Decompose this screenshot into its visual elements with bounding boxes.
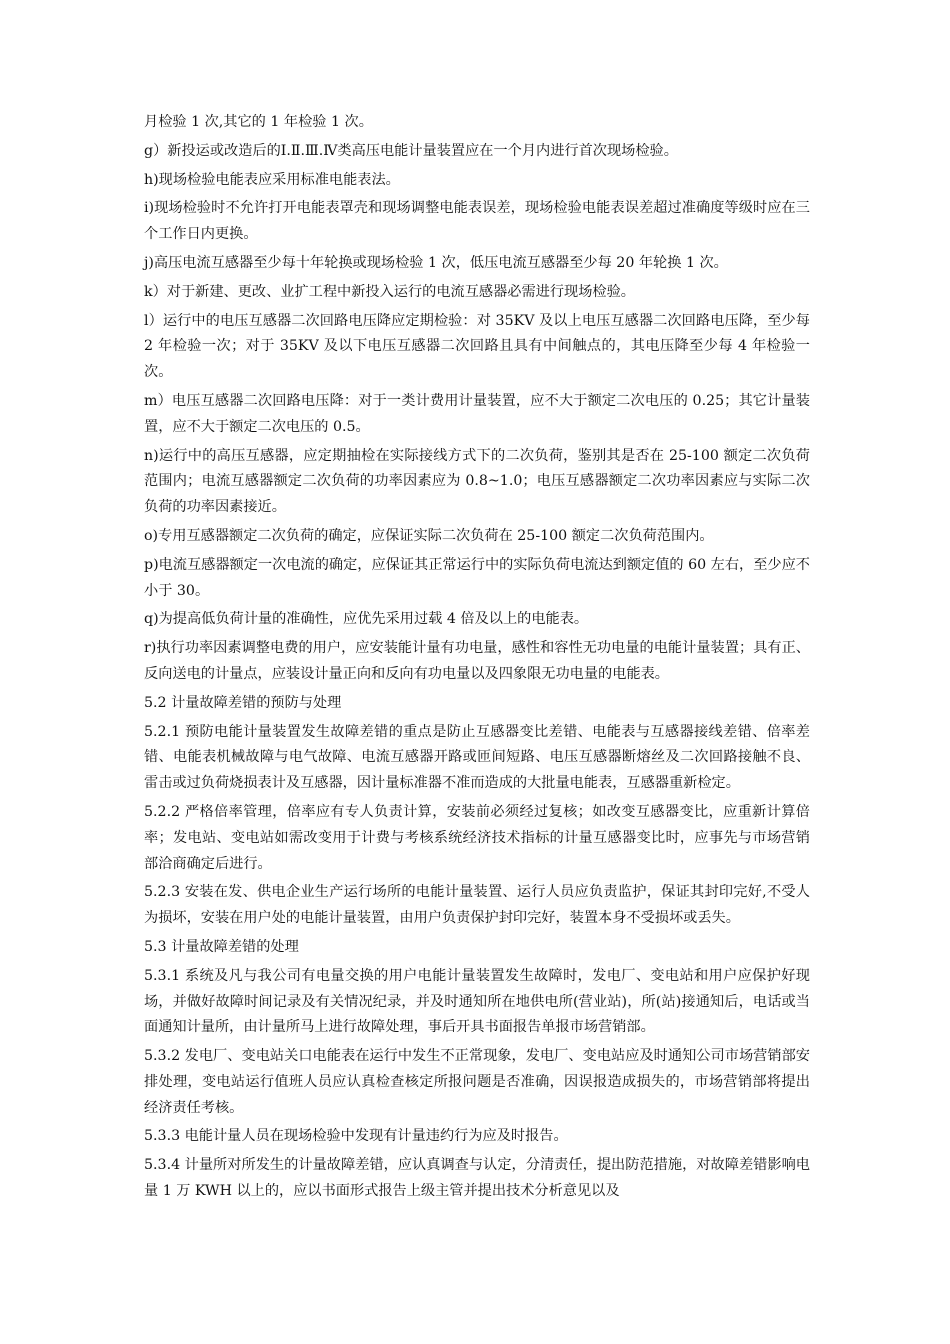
paragraph-item-i: i)现场检验时不允许打开电能表罩壳和现场调整电能表误差，现场检验电能表误差超过准确度等级时应在三个工作日内更换。 bbox=[144, 200, 810, 243]
paragraph-5-3-1: 5.3.1 系统及凡与我公司有电量交换的用户电能计量装置发生故障时，发电厂、变电站和用户应保护好现场，并做好故障时间记录及有关情况纪录，并及时通知所在地供电所(营业站)，所(站)接通知后，电话或当面通知计量所，由计量所马上进行故障处理，事后开具书面报告单报市场营销部。 bbox=[144, 967, 810, 1036]
paragraph-item-g: g）新投运或改造后的Ⅰ.Ⅱ.Ⅲ.Ⅳ类高压电能计量装置应在一个月内进行首次现场检验。 bbox=[144, 142, 678, 159]
paragraph-5-2-1: 5.2.1 预防电能计量装置发生故障差错的重点是防止互感器变比差错、电能表与互感器接线差错、倍率差错、电能表机械故障与电气故障、电流互感器开路或匝间短路、电压互感器断熔丝及二次回路接触不良、雷击或过负荷烧损表计及互感器，因计量标准器不准而造成的大批量电能表，互感器重新检定。 bbox=[144, 723, 810, 792]
section-heading-5-3: 5.3 计量故障差错的处理 bbox=[144, 938, 299, 955]
paragraph-item-o: o)专用互感器额定二次负荷的确定，应保证实际二次负荷在 25-100 额定二次负荷范围内。 bbox=[144, 527, 714, 544]
paragraph-5-2-2: 5.2.2 严格倍率管理，倍率应有专人负责计算，安装前必须经过复核；如改变互感器变比，应重新计算倍率；发电站、变电站如需改变用于计费与考核系统经济技术指标的计量互感器变比时，应事先与市场营销部洽商确定后进行。 bbox=[144, 803, 810, 872]
paragraph-1: 月检验 1 次,其它的 1 年检验 1 次。 bbox=[144, 114, 373, 130]
document-body bbox=[144, 110, 810, 1208]
paragraph-item-h: h)现场检验电能表应采用标准电能表法。 bbox=[144, 171, 400, 188]
section-heading-5-2: 5.2 计量故障差错的预防与处理 bbox=[144, 694, 342, 711]
paragraph-5-3-2: 5.3.2 发电厂、变电站关口电能表在运行中发生不正常现象，发电厂、变电站应及时通知公司市场营销部安排处理，变电站运行值班人员应认真检查核定所报问题是否准确，因误报造成损失的，市场营销部将提出经济责任考核。 bbox=[144, 1048, 810, 1116]
paragraph-item-m: m）电压互感器二次回路电压降：对于一类计费用计量装置，应不大于额定二次电压的 0.25；其它计量装置，应不大于额定二次电压的 0.5。 bbox=[144, 392, 810, 435]
paragraph-item-p: p)电流互感器额定一次电流的确定，应保证其正常运行中的实际负荷电流达到额定值的 60 左右，至少应不小于 30。 bbox=[144, 556, 810, 599]
paragraph-item-k: k）对于新建、更改、业扩工程中新投入运行的电流互感器必需进行现场检验。 bbox=[144, 283, 635, 300]
paragraph-5-3-3: 5.3.3 电能计量人员在现场检验中发现有计量违约行为应及时报告。 bbox=[144, 1128, 568, 1145]
paragraph-5-3-4: 5.3.4 计量所对所发生的计量故障差错，应认真调查与认定，分清责任，提出防范措施，对故障差错影响电量 1 万 KWH 以上的，应以书面形式报告上级主管并提出技术分析意见以及 bbox=[144, 1157, 810, 1200]
paragraph-5-2-3: 5.2.3 安装在发、供电企业生产运行场所的电能计量装置、运行人员应负责监护，保证其封印完好,不受人为损坏，安装在用户处的电能计量装置，由用户负责保护封印完好，装置本身不受损坏或丢失。 bbox=[144, 884, 810, 927]
paragraph-item-n: n)运行中的高压互感器，应定期抽检在实际接线方式下的二次负荷，鉴别其是否在 25-100 额定二次负荷范围内；电流互感器额定二次负荷的功率因素应为 0.8~1.0；电压互感器额定二次功率因素应与实际二次负荷的功率因素接近。 bbox=[144, 447, 810, 516]
paragraph-item-j: j)高压电流互感器至少每十年轮换或现场检验 1 次，低压电流互感器至少每 20 年轮换 1 次。 bbox=[144, 254, 728, 271]
paragraph-item-l: l）运行中的电压互感器二次回路电压降应定期检验：对 35KV 及以上电压互感器二次回路电压降，至少每 2 年检验一次；对于 35KV 及以下电压互感器二次回路且具有中间触点的，其电压降至少每 4 年检验一次。 bbox=[144, 312, 810, 381]
paragraph-item-q: q)为提高低负荷计量的准确性，应优先采用过载 4 倍及以上的电能表。 bbox=[144, 611, 589, 628]
paragraph-item-r: r)执行功率因素调整电费的用户，应安装能计量有功电量，感性和容性无功电量的电能计量装置；具有正、反向送电的计量点，应装设计量正向和反向有功电量以及四象限无功电量的电能表。 bbox=[144, 640, 810, 682]
